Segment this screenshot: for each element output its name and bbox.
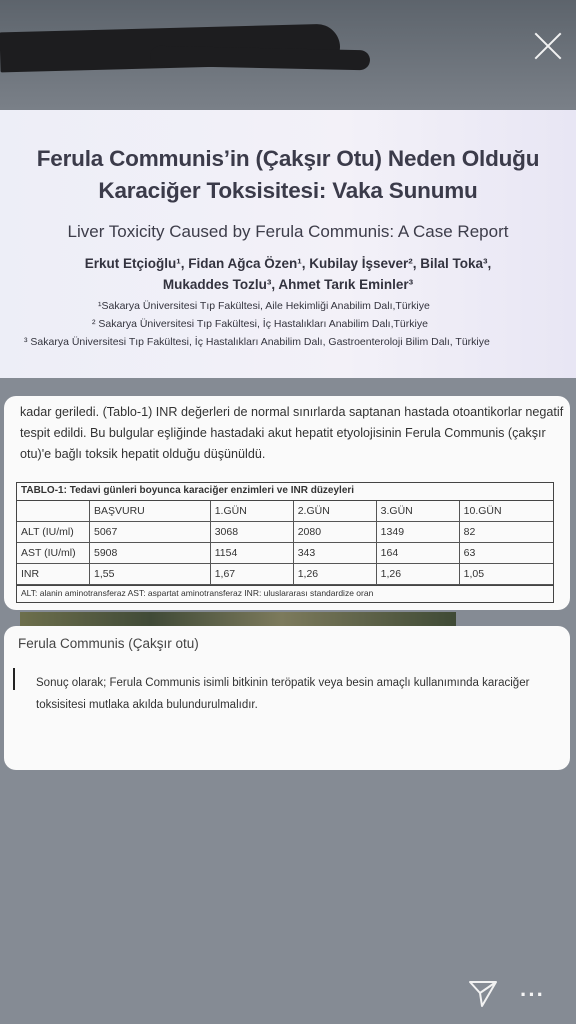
table-cell: 2080 — [293, 522, 376, 543]
article-header — [0, 110, 576, 378]
table-cell: 1349 — [376, 522, 459, 543]
affiliation-3: ³ Sakarya Üniversitesi Tıp Fakültesi, İç Hastalıkları Anabilim Dalı, Gastroenteroloji Bilim Dalı, Türkiye — [24, 336, 490, 348]
table-cell: INR — [17, 564, 90, 585]
authors-line1: Erkut Etçioğlu¹, Fidan Ağca Özen¹, Kubilay İşsever², Bilal Toka³, — [84, 256, 492, 271]
paragraph-line: otu)'e bağlı toksik hepatit olduğu düşünüldü. — [20, 447, 266, 461]
article-title-line1: Ferula Communis’in (Çakşır Otu) Neden Olduğu — [36, 146, 540, 171]
table-cell: 1,55 — [90, 564, 211, 585]
table-footnote: ALT: alanin aminotransferaz AST: aspartat aminotransferaz INR: uluslararası standardize oran — [17, 585, 553, 602]
table-header-cell: 3.GÜN — [376, 501, 459, 522]
results-paragraph — [20, 402, 564, 465]
table-header-cell: BAŞVURU — [90, 501, 211, 522]
table-header-cell: 10.GÜN — [459, 501, 553, 522]
conclusion-card — [4, 626, 570, 770]
photo-caption: Ferula Communis (Çakşır otu) — [18, 636, 199, 651]
conclusion-line: toksisitesi mutlaka akılda bulundurulmalıdır. — [36, 699, 258, 711]
paragraph-line: kadar geriledi. (Tablo-1) INR değerleri de normal sınırlarda saptanan hastada otoantikorlar negatif — [20, 405, 564, 419]
table-cell: ALT (IU/ml) — [17, 522, 90, 543]
article-subtitle: Liver Toxicity Caused by Ferula Communis: A Case Report — [67, 222, 509, 241]
liver-enzyme-table — [16, 482, 554, 603]
table-cell: 82 — [459, 522, 553, 543]
table-header-cell: 2.GÜN — [293, 501, 376, 522]
table-header-cell: 1.GÜN — [210, 501, 293, 522]
text-cursor — [13, 668, 15, 690]
table-cell: 164 — [376, 543, 459, 564]
table-row — [17, 522, 553, 543]
table-cell: 1,26 — [293, 564, 376, 585]
article-title-line2: Karaciğer Toksisitesi: Vaka Sunumu — [98, 178, 478, 203]
authors-line2: Mukaddes Tozlu³, Ahmet Tarık Eminler³ — [162, 277, 414, 292]
conclusion-text — [36, 672, 529, 716]
table-cell: 5067 — [90, 522, 211, 543]
affiliation-1: ¹Sakarya Üniversitesi Tıp Fakültesi, Aile Hekimliği Anabilim Dalı,Türkiye — [98, 300, 430, 312]
table-cell: 63 — [459, 543, 553, 564]
table-cell: 5908 — [90, 543, 211, 564]
table-cell: 1,67 — [210, 564, 293, 585]
conclusion-line: Sonuç olarak; Ferula Communis isimli bitkinin teröpatik veya besin amaçlı kullanımında karaciğer — [36, 677, 530, 689]
table-cell: 1,26 — [376, 564, 459, 585]
table-cell: 1,05 — [459, 564, 553, 585]
table-cell: 343 — [293, 543, 376, 564]
story-top-bar — [0, 0, 576, 110]
more-options-icon[interactable]: ··· — [520, 982, 545, 1007]
table-header-cell — [17, 501, 90, 522]
table-cell: 3068 — [210, 522, 293, 543]
table-cell: AST (IU/ml) — [17, 543, 90, 564]
table-cell: 1154 — [210, 543, 293, 564]
paragraph-line: tespit edildi. Bu bulgular eşliğinde hastadaki akut hepatit etyolojisinin Ferula Communis (çakşır — [20, 426, 546, 440]
affiliation-2: ² Sakarya Üniversitesi Tıp Fakültesi, İç Hastalıkları Anabilim Dalı,Türkiye — [92, 318, 428, 330]
close-icon[interactable] — [530, 28, 566, 64]
table-header-row — [17, 501, 553, 522]
send-icon[interactable] — [466, 976, 500, 1010]
table-row — [17, 543, 553, 564]
table-title: TABLO-1: Tedavi günleri boyunca karaciğer enzimleri ve INR düzeyleri — [17, 483, 553, 501]
results-card — [4, 396, 570, 610]
table-row — [17, 564, 553, 585]
